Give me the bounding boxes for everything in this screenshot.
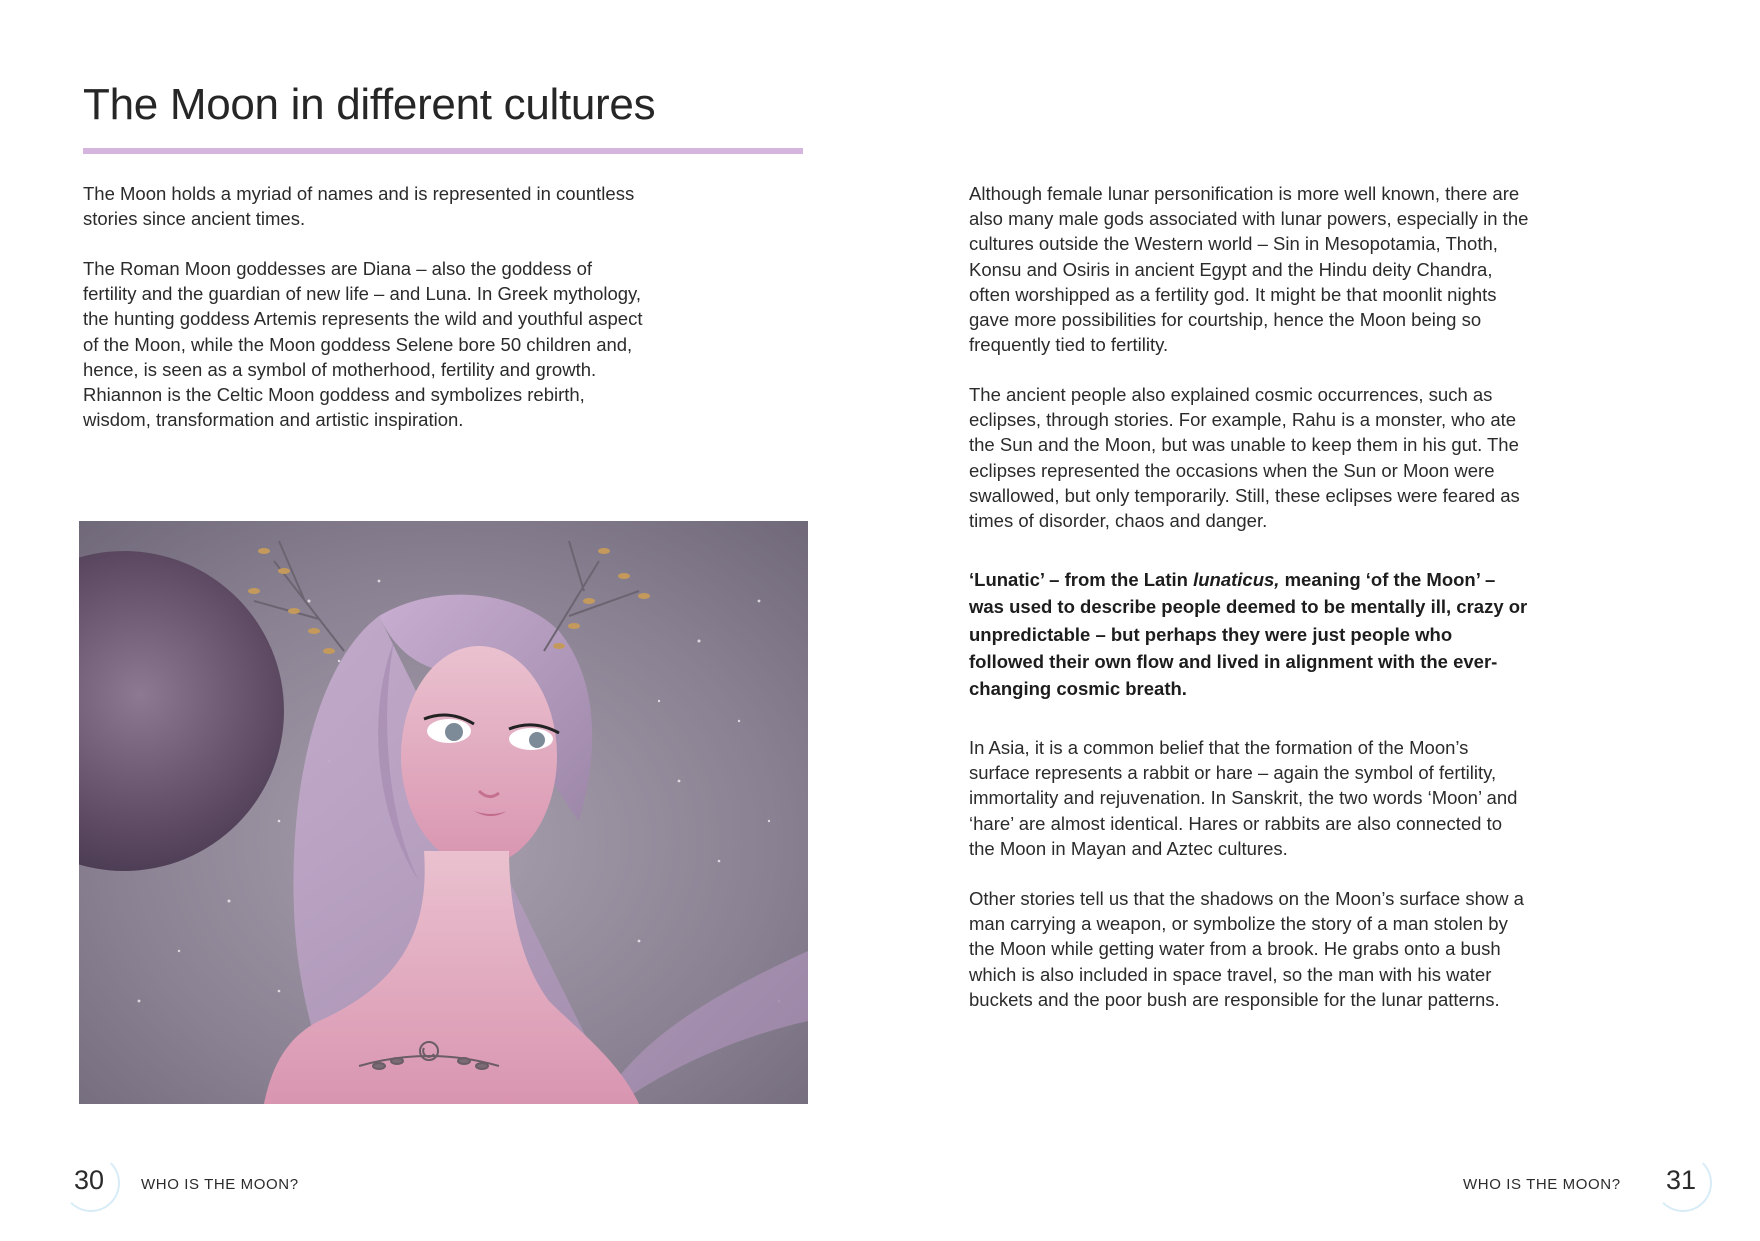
callout-text-start: ‘Lunatic’ – from the Latin <box>969 569 1194 590</box>
page-title: The Moon in different cultures <box>83 80 656 129</box>
moon-shadows-paragraph: Other stories tell us that the shadows on the Moon’s surface show a man carrying a weapon, or symbolize the story of a man stolen by the Moon while getting water from a brook. He grabs onto a bush which is also included in space travel, so the man with his water buckets and the poor bush are responsible for the lunar patterns. <box>969 888 1524 1010</box>
intro-paragraph: The Moon holds a myriad of names and is represented in countless stories since ancient times. <box>83 183 635 230</box>
callout-text-end: meaning ‘of the Moon’ – was used to describe people deemed to be mentally ill, crazy or unpredictable – but perhaps they were just people who followed their own flow and lived in alignment with the ever-changing cosmic breath. <box>969 569 1528 700</box>
male-gods-paragraph: Although female lunar personification is more well known, there are also many male gods associated with lunar powers, especially in the cultures outside the Western world – Sin in Mesopotamia, Thoth, Konsu and Osiris in ancient Egypt and the Hindu deity Chandra, often worshipped as a fertility god. It might be that moonlit nights gave more possibilities for courtship, hence the Moon being so frequently tied to fertility. <box>969 183 1529 356</box>
right-page-number: 31 <box>1666 1165 1697 1195</box>
moon-goddess-illustration <box>79 521 808 1104</box>
eclipses-paragraph: The ancient people also explained cosmic occurrences, such as eclipses, through stories. For example, Rahu is a monster, who ate the Sun and the Moon, but was unable to keep them in his gut. The eclipses represented the occasions when the Sun or Moon were swallowed, but only temporarily. Still, these eclipses were feared as times of disorder, chaos and danger. <box>969 384 1520 532</box>
lunatic-callout <box>969 566 1529 702</box>
title-underline <box>83 148 803 154</box>
left-page-number: 30 <box>74 1165 105 1195</box>
roman-greek-paragraph: The Roman Moon goddesses are Diana – also the goddess of fertility and the guardian of new life – and Luna. In Greek mythology, the hunting goddess Artemis represents the wild and youthful aspect of the Moon, while the Moon goddess Selene bore 50 children and, hence, is seen as a symbol of motherhood, fertility and growth. Rhiannon is the Celtic Moon goddess and symbolizes rebirth, wisdom, transformation and artistic inspiration. <box>83 258 643 431</box>
asia-hare-paragraph: In Asia, it is a common belief that the formation of the Moon’s surface represents a rabbit or hare – again the symbol of fertility, immortality and rejuvenation. In Sanskrit, the two words ‘Moon’ and ‘hare’ are almost identical. Hares or rabbits are also connected to the Moon in Mayan and Aztec cultures. <box>969 737 1518 859</box>
callout-latin-term: lunaticus, <box>1193 569 1280 590</box>
left-running-head: WHO IS THE MOON? <box>141 1176 299 1193</box>
right-running-head: WHO IS THE MOON? <box>1463 1176 1621 1193</box>
